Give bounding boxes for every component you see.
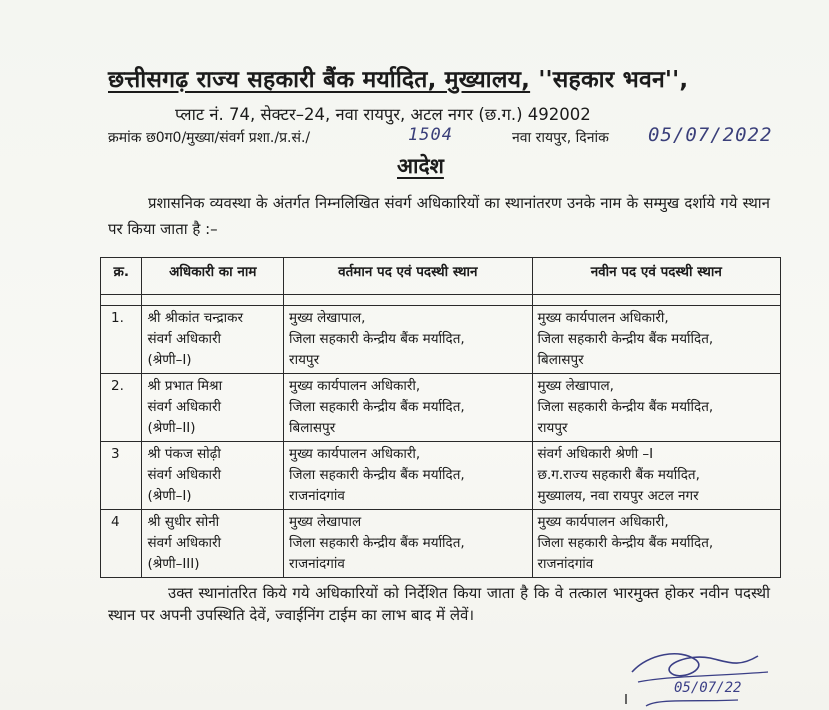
current-post: मुख्य कार्यपालन अधिकारी, [289,378,421,394]
new-bank: जिला सहकारी केन्द्रीय बैंक मर्यादित, [537,399,714,415]
current-post-cell [284,442,532,510]
officer-name: श्री प्रभात मिश्रा [147,378,223,394]
header-officer-name: अधिकारी का नाम [142,258,284,295]
officer-grade: (श्रेणी–I) [147,352,192,368]
officer-grade: (श्रेणी–III) [147,556,200,572]
new-post: मुख्य कार्यपालन अधिकारी, [537,514,669,530]
officer-name: श्री सुधीर सोनी [147,514,220,530]
table-row [101,442,781,510]
new-location: मुख्यालय, नवा रायपुर अटल नगर [537,488,699,504]
current-bank: जिला सहकारी केन्द्रीय बैंक मर्यादित, [289,535,465,551]
header-new-post: नवीन पद एवं पदस्थी स्थान [532,258,780,295]
current-post: मुख्य लेखापाल, [289,310,366,326]
new-location: राजनांदगांव [537,556,594,572]
new-post-cell [532,306,780,374]
officer-grade: (श्रेणी–II) [147,420,196,436]
new-bank: जिला सहकारी केन्द्रीय बैंक मर्यादित, [537,535,714,551]
table-header-row [101,258,781,295]
current-bank: जिला सहकारी केन्द्रीय बैंक मर्यादित, [289,467,465,483]
officer-name-cell [142,510,284,578]
order-heading: आदेश [397,154,444,178]
officer-designation: संवर्ग अधिकारी [147,399,222,415]
header-serial: क्र. [101,258,142,295]
bank-title [108,62,808,94]
current-bank: जिला सहकारी केन्द्रीय बैंक मर्यादित, [289,399,465,415]
bank-title-tail: ''सहकार भवन'', [530,67,689,93]
current-post: मुख्य लेखापाल [289,514,362,530]
current-post-cell [284,306,532,374]
officer-grade: (श्रेणी–I) [147,488,192,504]
reference-number: 1504 [408,125,453,145]
officer-name: श्री पंकज सोढ़ी [147,446,221,462]
officer-designation: संवर्ग अधिकारी [147,467,222,483]
table-row [101,306,781,374]
spacer-cell [101,295,142,306]
officer-designation: संवर्ग अधिकारी [147,331,222,347]
current-post-cell [284,374,532,442]
new-post: संवर्ग अधिकारी श्रेणी –I [537,446,654,462]
current-location: राजनांदगांव [289,556,345,572]
signature-date: 05/07/22 [674,680,742,696]
new-post: मुख्य लेखापाल, [537,378,614,394]
spacer-cell [532,295,780,306]
serial-cell: 4 [101,510,142,578]
officer-name-cell [142,306,284,374]
officer-name-cell [142,374,284,442]
new-post-cell [532,510,780,578]
spacer-cell [142,295,284,306]
intro-paragraph: प्रशासनिक व्यवस्था के अंतर्गत निम्नलिखित संवर्ग अधिकारियों का स्थानांतरण उनके नाम के सम्मुख दर्शाये गये स्थान पर किया जाता है :– [108,194,770,238]
new-bank: छ.ग.राज्य सहकारी बैंक मर्यादित, [537,467,700,483]
table-row [101,510,781,578]
table-spacer-row [101,295,781,306]
officer-designation: संवर्ग अधिकारी [147,535,222,551]
new-post-cell [532,374,780,442]
order-date: 05/07/2022 [648,124,773,146]
header-current-post: वर्तमान पद एवं पदस्थी स्थान [284,258,532,295]
serial-cell: 2. [101,374,142,442]
place-date-label: नवा रायपुर, दिनांक [512,130,609,146]
bank-title-main: छत्तीसगढ़ राज्य सहकारी बैंक मर्यादित, मुख्यालय, [108,67,531,93]
serial-cell: 3 [101,442,142,510]
spacer-cell [284,295,532,306]
new-location: बिलासपुर [537,352,584,368]
current-location: बिलासपुर [289,420,336,436]
officer-name-cell [142,442,284,510]
current-bank: जिला सहकारी केन्द्रीय बैंक मर्यादित, [289,331,465,347]
current-post-cell [284,510,532,578]
serial-cell: 1. [101,306,142,374]
closing-paragraph: उक्त स्थानांतरित किये गये अधिकारियों को निर्देशित किया जाता है कि वे तत्काल भारमुक्त होकर नवीन पदस्थी स्थान पर अपनी उपस्थिति देवें, ज्वाईनिंग टाईम का लाभ बाद में लेवें। [108,584,770,624]
bank-address: प्लाट नं. 74, सेक्टर–24, नवा रायपुर, अटल नगर (छ.ग.) 492002 [175,105,591,124]
reference-prefix: क्रमांक छ0ग0/मुख्या/संवर्ग प्रशा./प्र.सं./ [108,130,311,146]
new-bank: जिला सहकारी केन्द्रीय बैंक मर्यादित, [537,331,714,347]
table-row [101,374,781,442]
new-post: मुख्य कार्यपालन अधिकारी, [537,310,669,326]
transfer-table [100,257,781,578]
new-location: रायपुर [537,420,568,436]
current-location: रायपुर [289,352,320,368]
current-post: मुख्य कार्यपालन अधिकारी, [289,446,421,462]
signature-icon [618,642,778,710]
officer-name: श्री श्रीकांत चन्द्राकर [147,310,244,326]
reference-line [108,124,788,147]
current-location: राजनांदगांव [289,488,345,504]
new-post-cell [532,442,780,510]
